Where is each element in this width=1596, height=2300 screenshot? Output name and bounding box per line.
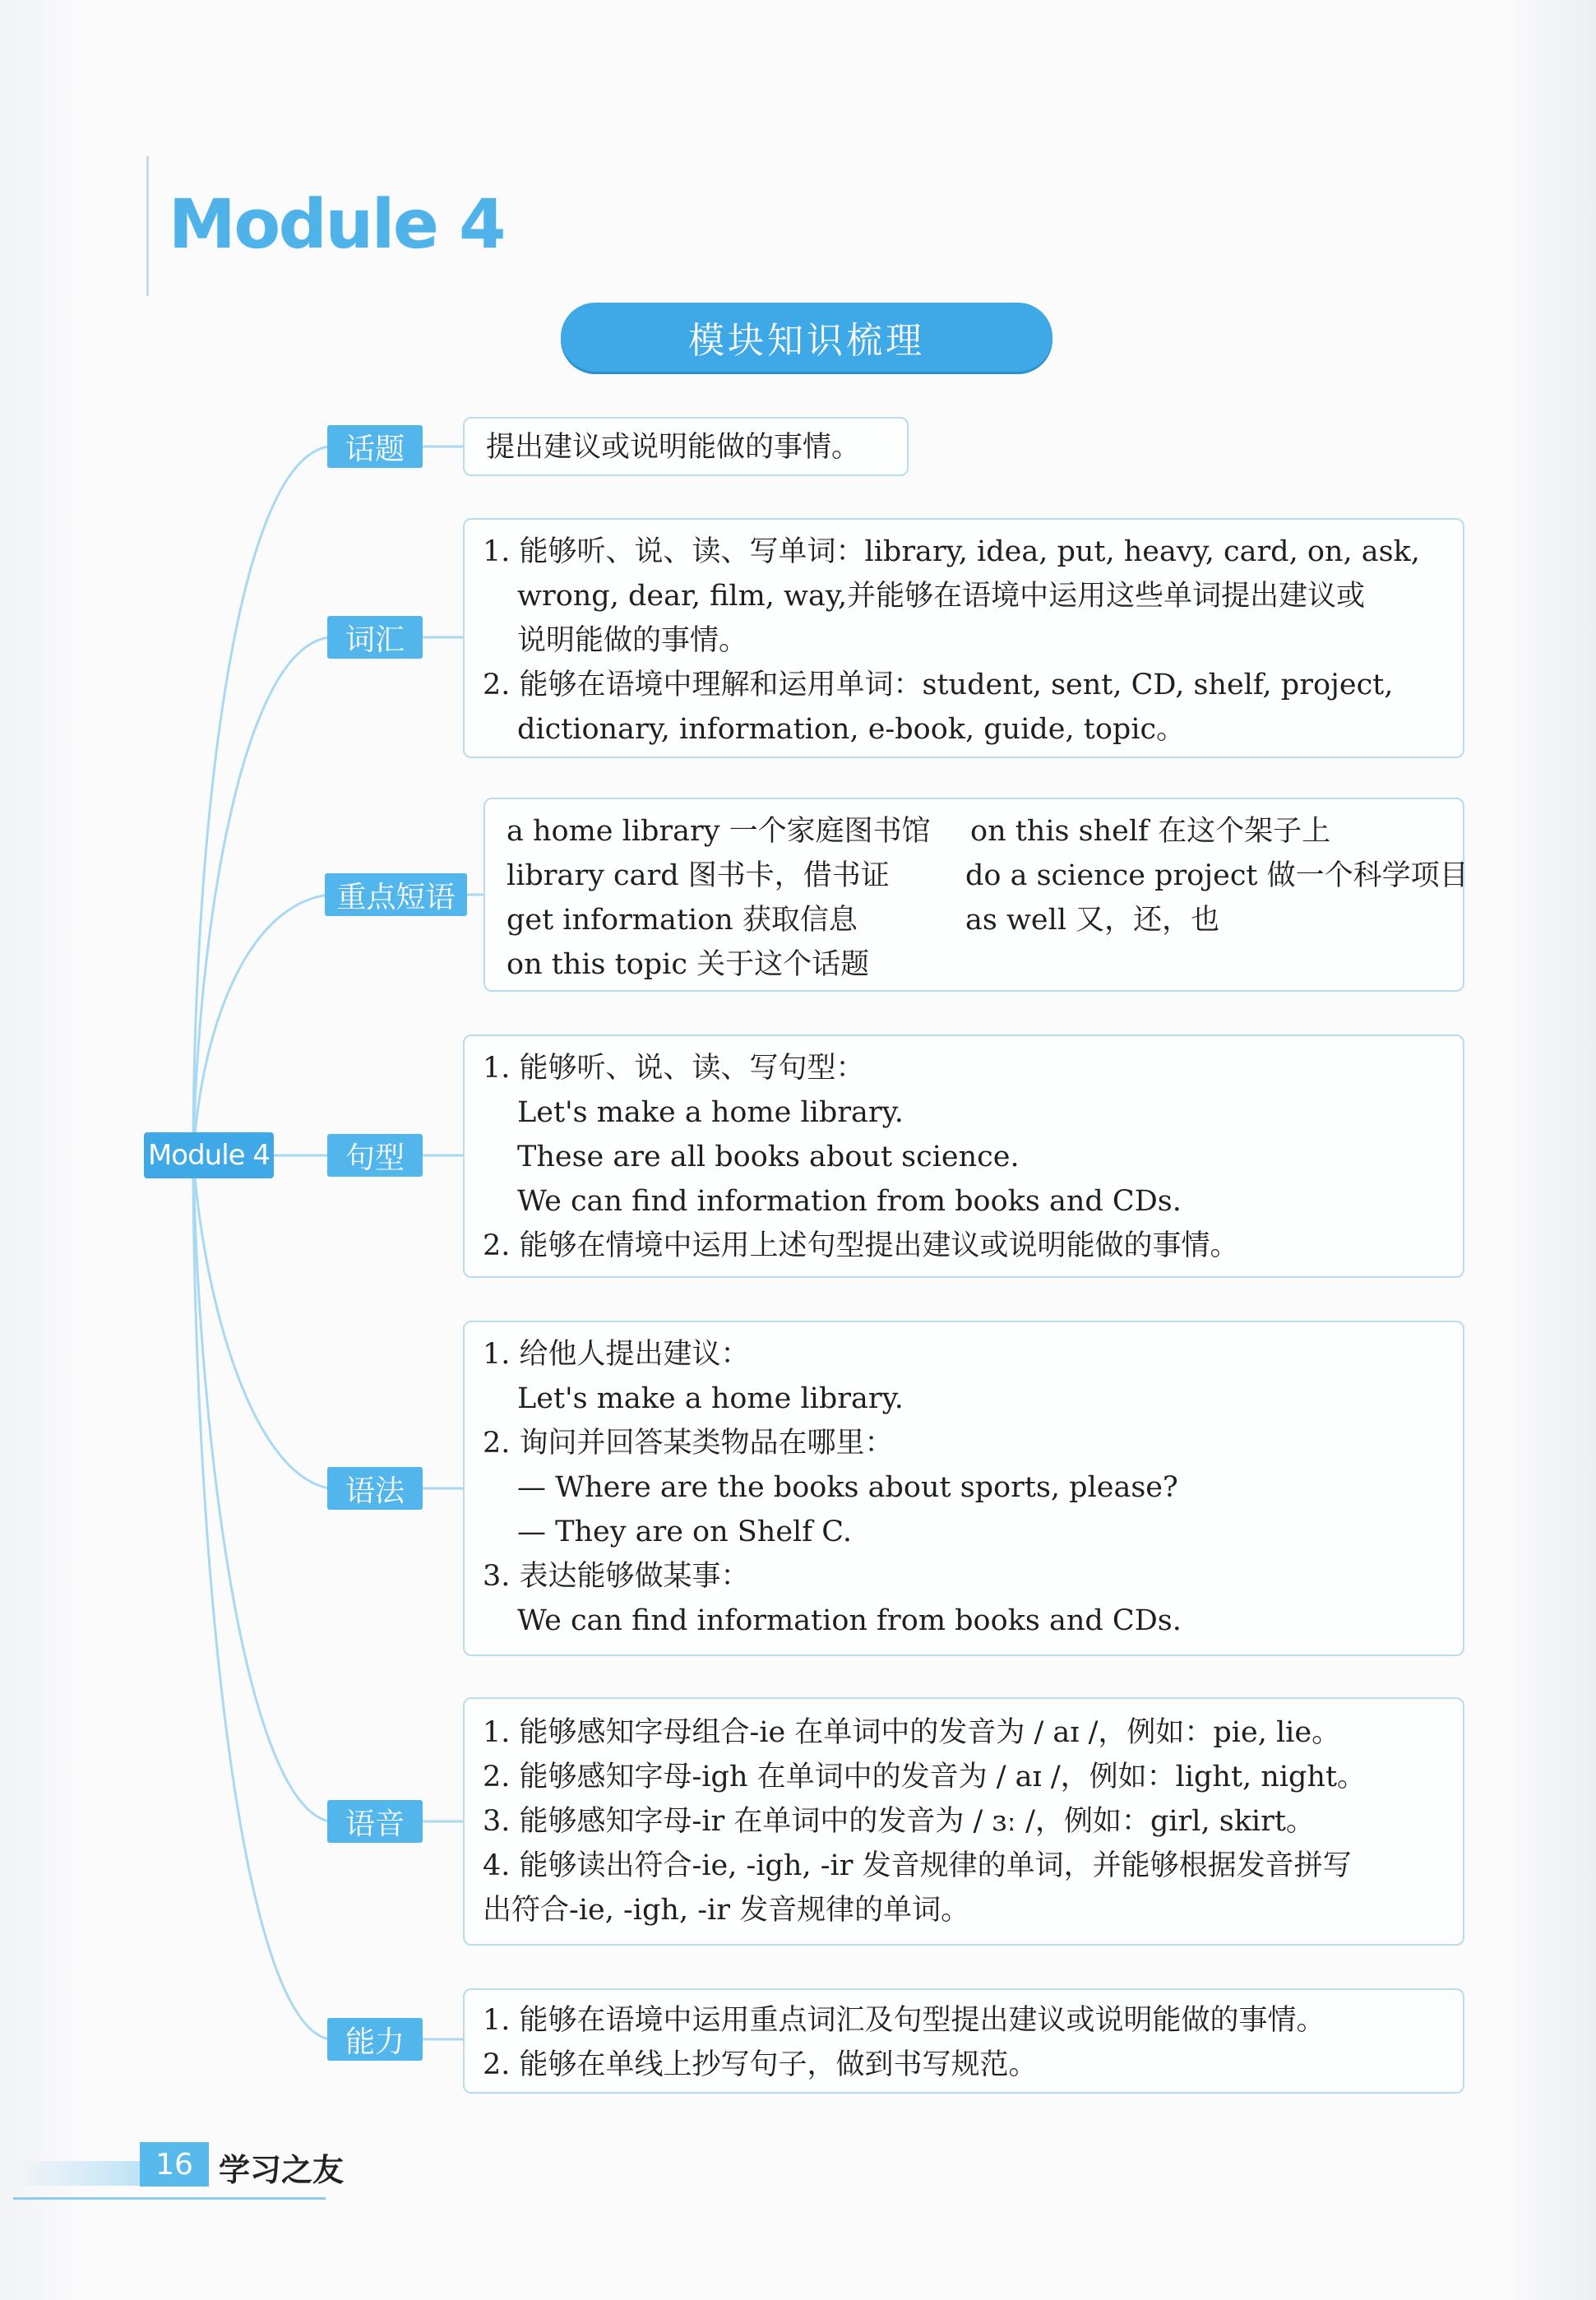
phrase-item: get information 获取信息 — [507, 904, 858, 937]
grammar-line: 1. 给他人提出建议： — [483, 1338, 750, 1371]
tag-vocabulary: 词汇 — [327, 616, 423, 659]
grammar-line: 3. 表达能够做某事： — [483, 1560, 750, 1593]
vocab-line: 2. 能够在语境中理解和运用单词：student, sent, CD, shelf, project, — [483, 669, 1394, 701]
page-number: 16 — [140, 2142, 209, 2187]
footer-rule — [13, 2197, 326, 2200]
sentence-line: We can find information from books and CDs. — [517, 1185, 1182, 1218]
sentences-box — [463, 1034, 1464, 1278]
ability-line: 2. 能够在单线上抄写句子，做到书写规范。 — [483, 2048, 1038, 2081]
sentence-line: 1. 能够听、说、读、写句型： — [483, 1052, 865, 1085]
phonics-box — [463, 1697, 1464, 1946]
module-title: Module 4 — [169, 186, 505, 264]
phonics-line: 3. 能够感知字母-ir 在单词中的发音为 / ɜː /，例如：girl, skirt。 — [483, 1805, 1315, 1838]
tag-grammar: 语法 — [327, 1467, 423, 1510]
tag-phonics: 语音 — [327, 1800, 423, 1843]
phrase-item: library card 图书卡，借书证 — [507, 859, 890, 892]
vocab-line: dictionary, information, e-book, guide, topic。 — [517, 713, 1186, 746]
phonics-line: 出符合-ie, -igh, -ir 发音规律的单词。 — [483, 1894, 970, 1927]
topic-line: 提出建议或说明能做的事情。 — [486, 431, 861, 464]
phonics-line: 1. 能够感知字母组合-ie 在单词中的发音为 / aɪ /，例如：pie, lie。 — [483, 1716, 1341, 1749]
tag-key-phrases: 重点短语 — [325, 873, 467, 916]
tag-ability: 能力 — [327, 2018, 423, 2061]
grammar-line: Let's make a home library. — [517, 1382, 904, 1415]
book-name: 学习之友 — [219, 2151, 345, 2188]
ability-line: 1. 能够在语境中运用重点词汇及句型提出建议或说明能做的事情。 — [483, 2004, 1325, 2037]
phrase-item: on this topic 关于这个话题 — [507, 948, 870, 981]
vocab-line: wrong, dear, film, way,并能够在语境中运用这些单词提出建议或 — [517, 580, 1366, 613]
grammar-line: We can find information from books and CDs. — [517, 1604, 1182, 1637]
mindmap-root-module-4: Module 4 — [144, 1132, 274, 1178]
phrase-item: on this shelf 在这个架子上 — [970, 815, 1331, 848]
tag-sentence-patterns: 句型 — [327, 1134, 423, 1177]
phrase-item: a home library 一个家庭图书馆 — [507, 815, 931, 848]
vocab-line: 说明能做的事情。 — [517, 624, 748, 657]
footer-decoration — [13, 2161, 140, 2186]
section-title-banner: 模块知识梳理 — [561, 303, 1052, 372]
sentence-line: Let's make a home library. — [517, 1096, 904, 1129]
grammar-line: — They are on Shelf C. — [517, 1516, 852, 1548]
vocabulary-box — [463, 518, 1464, 758]
grammar-line: — Where are the books about sports, please? — [517, 1471, 1178, 1504]
phonics-line: 2. 能够感知字母-igh 在单词中的发音为 / aɪ /，例如：light, night。 — [483, 1761, 1367, 1793]
grammar-box — [463, 1321, 1464, 1656]
phrase-item: as well 又，还，也 — [965, 904, 1220, 937]
phrases-box — [483, 798, 1469, 992]
sentence-line: These are all books about science. — [517, 1141, 1020, 1173]
ability-box — [463, 1988, 1464, 2094]
tag-topic: 话题 — [327, 425, 423, 468]
topic-box — [463, 417, 909, 476]
vocab-line: 1. 能够听、说、读、写单词：library, idea, put, heavy, card, on, ask, — [483, 535, 1420, 568]
phrase-item: do a science project 做一个科学项目 — [965, 859, 1469, 892]
phonics-line: 4. 能够读出符合-ie, -igh, -ir 发音规律的单词，并能够根据发音拼写 — [483, 1849, 1352, 1882]
sentence-line: 2. 能够在情境中运用上述句型提出建议或说明能做的事情。 — [483, 1229, 1239, 1262]
grammar-line: 2. 询问并回答某类物品在哪里： — [483, 1427, 894, 1460]
